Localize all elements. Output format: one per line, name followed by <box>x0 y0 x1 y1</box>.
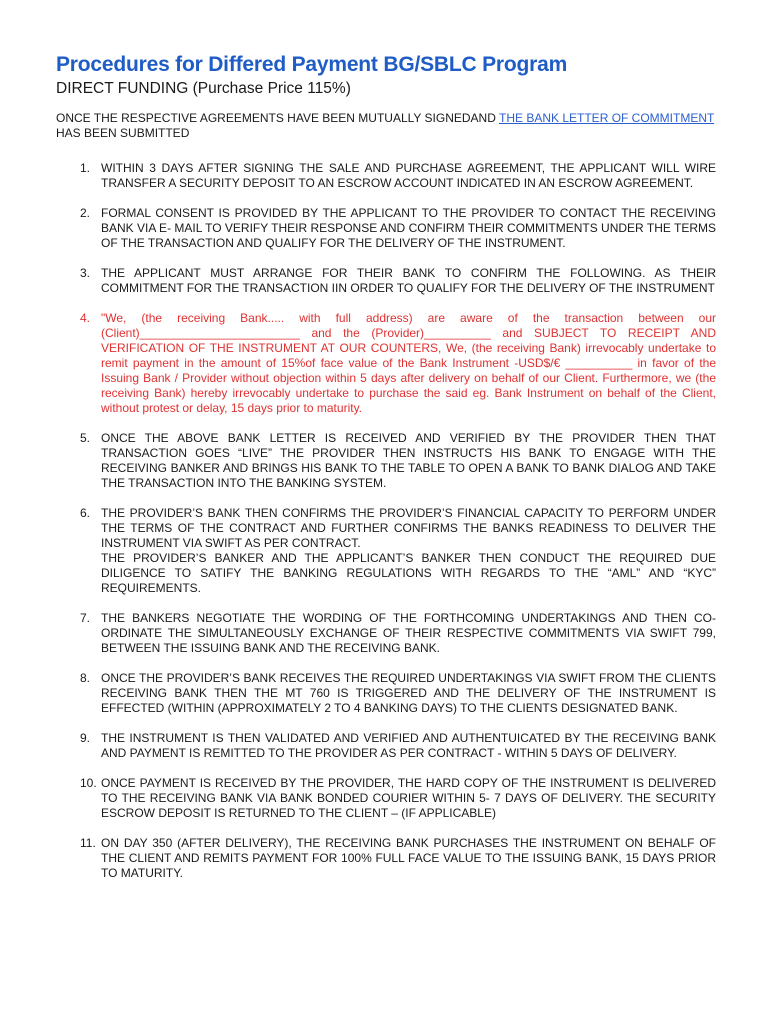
step-text <box>101 776 716 821</box>
intro-text-before: ONCE THE RESPECTIVE AGREEMENTS HAVE BEEN MUTUALLY SIGNEDAND <box>56 111 499 125</box>
procedure-step <box>56 311 716 416</box>
step-paragraph: ON DAY 350 (AFTER DELIVERY), THE RECEIVING BANK PURCHASES THE INSTRUMENT ON BEHALF OF THE CLIENT AND REMITS PAYMENT FOR 100% FULL FACE VALUE TO THE ISSUING BANK, 15 DAYS PRIOR TO MATURITY. <box>101 836 716 880</box>
step-number: 8. <box>80 671 91 685</box>
procedure-step <box>56 266 716 296</box>
step-paragraph: THE INSTRUMENT IS THEN VALIDATED AND VERIFIED AND AUTHENTUICATED BY THE RECEIVING BANK AND PAYMENT IS REMITTED TO THE PROVIDER AS PER CONTRACT - WITHIN 5 DAYS OF DELIVERY. <box>101 731 716 760</box>
step-number: 4. <box>80 311 91 325</box>
step-paragraph: THE PROVIDER’S BANKER AND THE APPLICANT’S BANKER THEN CONDUCT THE REQUIRED DUE DILIGENCE TO SATIFY THE BANKING REGULATIONS WITH REGARDS TO THE “AML” AND “KYC” REQUIREMENTS. <box>101 551 716 595</box>
procedure-step <box>56 836 716 881</box>
step-text <box>101 431 716 491</box>
document-page <box>56 52 716 896</box>
procedure-step <box>56 611 716 656</box>
step-number: 3. <box>80 266 91 280</box>
bank-letter-link[interactable]: THE BANK LETTER OF COMMITMENT <box>499 111 715 125</box>
step-number: 9. <box>80 731 91 745</box>
step-number: 7. <box>80 611 91 625</box>
step-text <box>101 311 716 416</box>
step-paragraph: THE BANKERS NEGOTIATE THE WORDING OF THE FORTHCOMING UNDERTAKINGS AND THEN CO-ORDINATE THE SIMULTANEOUSLY EXCHANGE OF THEIR RESPECTIVE COMMITMENTS VIA SWIFT 799, BETWEEN THE ISSUING BANK AND THE RECEIVING BANK. <box>101 611 716 655</box>
step-number: 11. <box>80 836 96 850</box>
step-paragraph: FORMAL CONSENT IS PROVIDED BY THE APPLICANT TO THE PROVIDER TO CONTACT THE RECEIVING BANK VIA E- MAIL TO VERIFY THEIR RESPONSE AND CONFIRM THEIR COMMITMENTS UNDER THE TERMS OF THE TRANSACTION AND QUALIFY FOR THE DELIVERY OF THE INSTRUMENT. <box>101 206 716 250</box>
step-paragraph: THE APPLICANT MUST ARRANGE FOR THEIR BANK TO CONFIRM THE FOLLOWING. AS THEIR COMMITMENT FOR THE TRANSACTION IIN ORDER TO QUALIFY FOR THE DELIVERY OF THE INSTRUMENT <box>101 266 716 295</box>
intro-paragraph <box>56 111 716 141</box>
step-paragraph: "We, (the receiving Bank..... with full address) are aware of the transaction between our (Client)________________________ and the (Provider)__________ and SUBJECT TO RECEIPT AND VERIFICATION OF THE INSTRUMENT AT OUR COUNTERS, We, (the receiving Bank) irrevocably undertake to remit payment in the amount of 15%of face value of the Bank Instrument -USD$/€ __________ in favor of the Issuing Bank / Provider without objection within 5 days after delivery on behalf of our Client. Furthermore, we (the receiving Bank) hereby irrevocably undertake to purchase the said eg. Bank Instrument on behalf of the Client, without protest or delay, 15 days prior to maturity. <box>101 311 716 415</box>
step-paragraph: ONCE PAYMENT IS RECEIVED BY THE PROVIDER, THE HARD COPY OF THE INSTRUMENT IS DELIVERED TO THE RECEIVING BANK VIA BANK BONDED COURIER WITHIN 5- 7 DAYS OF DELIVERY. THE SECURITY ESCROW DEPOSIT IS RETURNED TO THE CLIENT – (IF APPLICABLE) <box>101 776 716 820</box>
intro-text-after: HAS BEEN SUBMITTED <box>56 126 190 140</box>
step-text <box>101 836 716 881</box>
step-text <box>101 671 716 716</box>
procedure-step <box>56 506 716 596</box>
step-paragraph: ONCE THE ABOVE BANK LETTER IS RECEIVED AND VERIFIED BY THE PROVIDER THEN THAT TRANSACTION GOES “LIVE” THE PROVIDER THEN INSTRUCTS HIS BANK TO ENGAGE WITH THE RECEIVING BANKER AND BRINGS HIS BANK TO THE TABLE TO OPEN A BANK TO BANK DIALOG AND TAKE THE TRANSACTION INTO THE BANKING SYSTEM. <box>101 431 716 490</box>
procedure-step <box>56 431 716 491</box>
step-text <box>101 731 716 761</box>
step-paragraph: WITHIN 3 DAYS AFTER SIGNING THE SALE AND PURCHASE AGREEMENT, THE APPLICANT WILL WIRE TRANSFER A SECURITY DEPOSIT TO AN ESCROW ACCOUNT INDICATED IN AN ESCROW AGREEMENT. <box>101 161 716 190</box>
procedure-step <box>56 206 716 251</box>
step-text <box>101 506 716 596</box>
step-text <box>101 611 716 656</box>
step-text <box>101 266 716 296</box>
procedure-step <box>56 161 716 191</box>
step-paragraph: THE PROVIDER’S BANK THEN CONFIRMS THE PROVIDER’S FINANCIAL CAPACITY TO PERFORM UNDER THE TERMS OF THE CONTRACT AND FURTHER CONFIRMS THE BANKS READINESS TO DELIVER THE INSTRUMENT VIA SWIFT AS PER CONTRACT. <box>101 506 716 550</box>
procedure-list <box>56 161 716 881</box>
step-paragraph: ONCE THE PROVIDER’S BANK RECEIVES THE REQUIRED UNDERTAKINGS VIA SWIFT FROM THE CLIENTS RECEIVING BANK THEN THE MT 760 IS TRIGGERED AND THE DELIVERY OF THE INSTRUMENT IS EFFECTED (WITHIN (APPROXIMATELY 2 TO 4 BANKING DAYS) TO THE CLIENTS DESIGNATED BANK. <box>101 671 716 715</box>
document-subtitle: DIRECT FUNDING (Purchase Price 115%) <box>56 80 351 97</box>
procedure-step <box>56 776 716 821</box>
step-text <box>101 206 716 251</box>
step-number: 1. <box>80 161 91 175</box>
step-number: 5. <box>80 431 91 445</box>
procedure-step <box>56 731 716 761</box>
step-number: 10. <box>80 776 97 790</box>
step-text <box>101 161 716 191</box>
step-number: 6. <box>80 506 91 520</box>
step-number: 2. <box>80 206 91 220</box>
document-title: Procedures for Differed Payment BG/SBLC Program <box>56 53 568 76</box>
procedure-step <box>56 671 716 716</box>
